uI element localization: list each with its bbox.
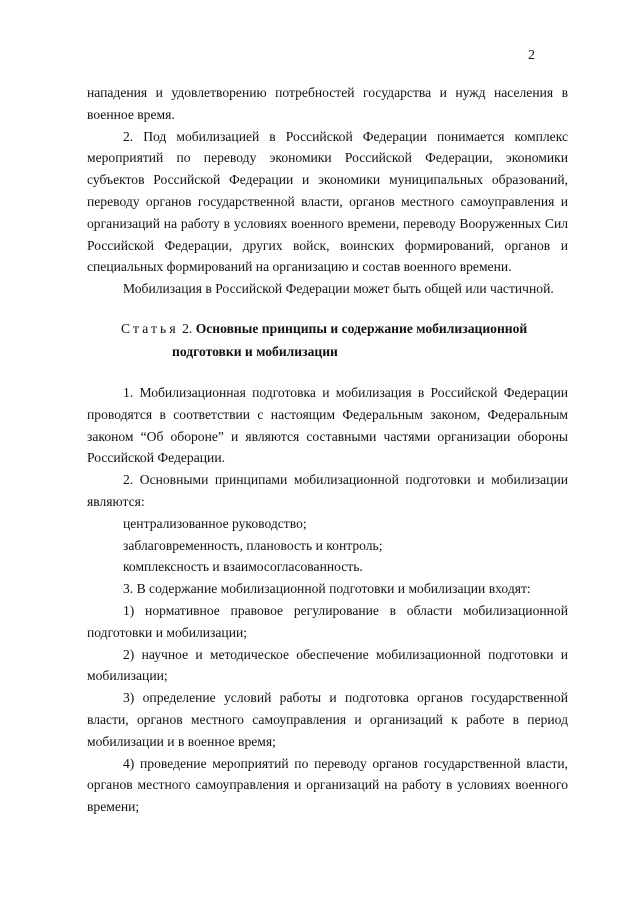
intro-paragraph-mobilization-definition: 2. Под мобилизацией в Российской Федерации понимается комплекс мероприятий по переводу экономики Российской Федерации, экономики субъектов Российской Федерации и экономики муниципальных образований, переводу органов государственной власти, органов местного самоуправления и организаций на работу в условиях военного времени, переводу Вооруженных Сил Российской Федерации, других войск, воинских формирований, органов и специальных формирований на организацию и состав военного времени. <box>87 128 568 275</box>
article-body <box>87 382 568 818</box>
article-number: 2. <box>182 321 193 336</box>
content-item: 1) нормативное правовое регулирование в области мобилизационной подготовки и мобилизации; <box>87 602 568 640</box>
body-paragraph-2: 2. Основными принципами мобилизационной подготовки и мобилизации являются: <box>87 472 568 509</box>
article-heading <box>121 317 561 363</box>
intro-paragraph-continuation: нападения и удовлетворению потребностей государства и нужд населения в военное время. <box>87 85 568 122</box>
intro-paragraph-mobilization-types: Мобилизация в Российской Федерации может быть общей или частичной. <box>123 281 554 297</box>
article-word: Статья <box>121 321 179 336</box>
body-paragraph-3: 3. В содержание мобилизационной подготовки и мобилизации входят: <box>123 581 531 597</box>
content-item: 4) проведение мероприятий по переводу органов государственной власти, органов местного самоуправления и организаций на работу в условиях военного времени; <box>87 755 568 815</box>
article-title-line2: подготовки и мобилизации <box>172 344 338 359</box>
principle-item: заблаговременность, плановость и контроль; <box>123 537 383 553</box>
body-paragraph-1: 1. Мобилизационная подготовка и мобилизация в Российской Федерации проводятся в соответствии с настоящим Федеральным законом, Федеральным законом “Об обороне” и являются составными частями организации обороны Российской Федерации. <box>87 385 568 466</box>
intro-section <box>87 82 568 300</box>
principle-item: комплексность и взаимосогласованность. <box>123 559 363 575</box>
principle-item: централизованное руководство; <box>123 515 307 531</box>
content-item: 2) научное и методическое обеспечение мобилизационной подготовки и мобилизации; <box>87 646 568 684</box>
page-number: 2 <box>528 48 535 63</box>
article-title-line1: Основные принципы и содержание мобилизационной <box>195 321 528 336</box>
content-item: 3) определение условий работы и подготовка органов государственной власти, органов местного самоуправления и организаций к работе в период мобилизации и в военное время; <box>87 690 568 749</box>
